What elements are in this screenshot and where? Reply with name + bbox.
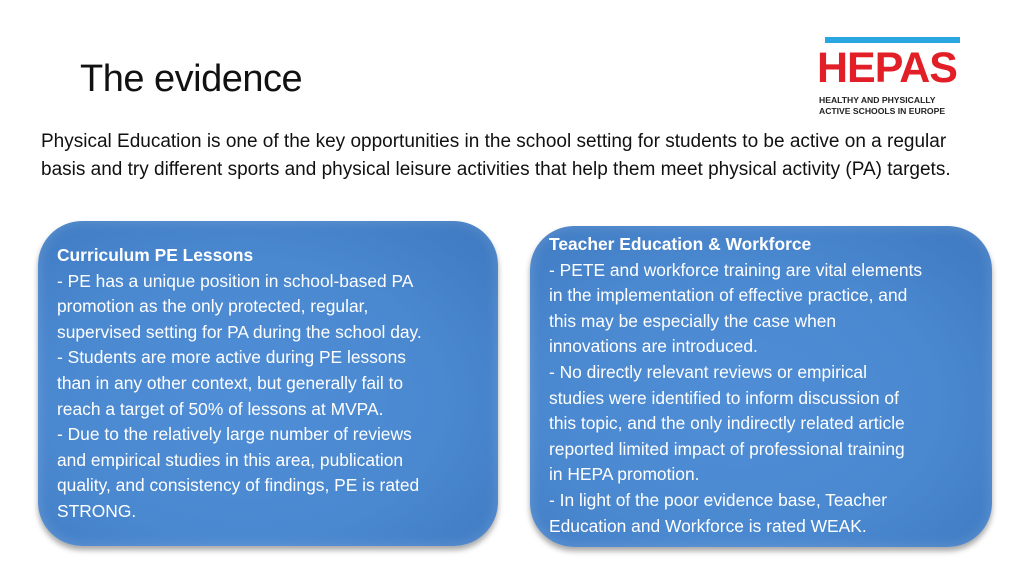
teacher-education-card xyxy=(530,226,992,547)
card-line: - Due to the relatively large number of reviews xyxy=(57,424,412,445)
card-line: in the implementation of effective practice, and xyxy=(549,285,908,306)
card-title: Teacher Education & Workforce xyxy=(549,234,812,254)
logo-tagline-line2: ACTIVE SCHOOLS IN EUROPE xyxy=(819,106,946,116)
card-line: than in any other context, but generally fail to xyxy=(57,372,404,393)
card-line: - PETE and workforce training are vital elements xyxy=(549,259,923,280)
logo-tagline xyxy=(819,95,959,117)
card-title: Curriculum PE Lessons xyxy=(57,245,254,265)
card-line: STRONG. xyxy=(57,500,137,521)
card-line: - In light of the poor evidence base, Teacher xyxy=(549,489,888,510)
card-line: reported limited impact of professional training xyxy=(549,438,905,459)
card-line: and empirical studies in this area, publication xyxy=(57,449,404,470)
logo-accent-bar xyxy=(825,37,960,43)
card-line: reach a target of 50% of lessons at MVPA. xyxy=(57,398,384,419)
curriculum-pe-card xyxy=(38,221,498,546)
card-line: this may be especially the case when xyxy=(549,310,837,331)
page-title: The evidence xyxy=(80,58,303,100)
card-line: supervised setting for PA during the school day. xyxy=(57,321,422,342)
card-line: - No directly relevant reviews or empirical xyxy=(549,361,867,382)
card-line: quality, and consistency of findings, PE is rated xyxy=(57,475,420,496)
logo-wordmark: HEPAS xyxy=(817,44,957,92)
card-line: this topic, and the only indirectly related article xyxy=(549,413,905,434)
card-line: innovations are introduced. xyxy=(549,336,758,357)
card-line: studies were identified to inform discussion of xyxy=(549,387,899,408)
intro-paragraph: Physical Education is one of the key opportunities in the school setting for students to be active on a regular basis and try different sports and physical leisure activities that help them meet physical activity (PA) targets. xyxy=(41,131,951,180)
card-line: Education and Workforce is rated WEAK. xyxy=(549,515,867,536)
card-line: - PE has a unique position in school-based PA xyxy=(57,270,414,291)
card-line: promotion as the only protected, regular, xyxy=(57,296,369,317)
card-line: - Students are more active during PE lessons xyxy=(57,347,406,368)
logo-tagline-line1: HEALTHY AND PHYSICALLY xyxy=(819,95,936,105)
hepas-logo xyxy=(817,37,963,121)
card-line: in HEPA promotion. xyxy=(549,464,700,485)
